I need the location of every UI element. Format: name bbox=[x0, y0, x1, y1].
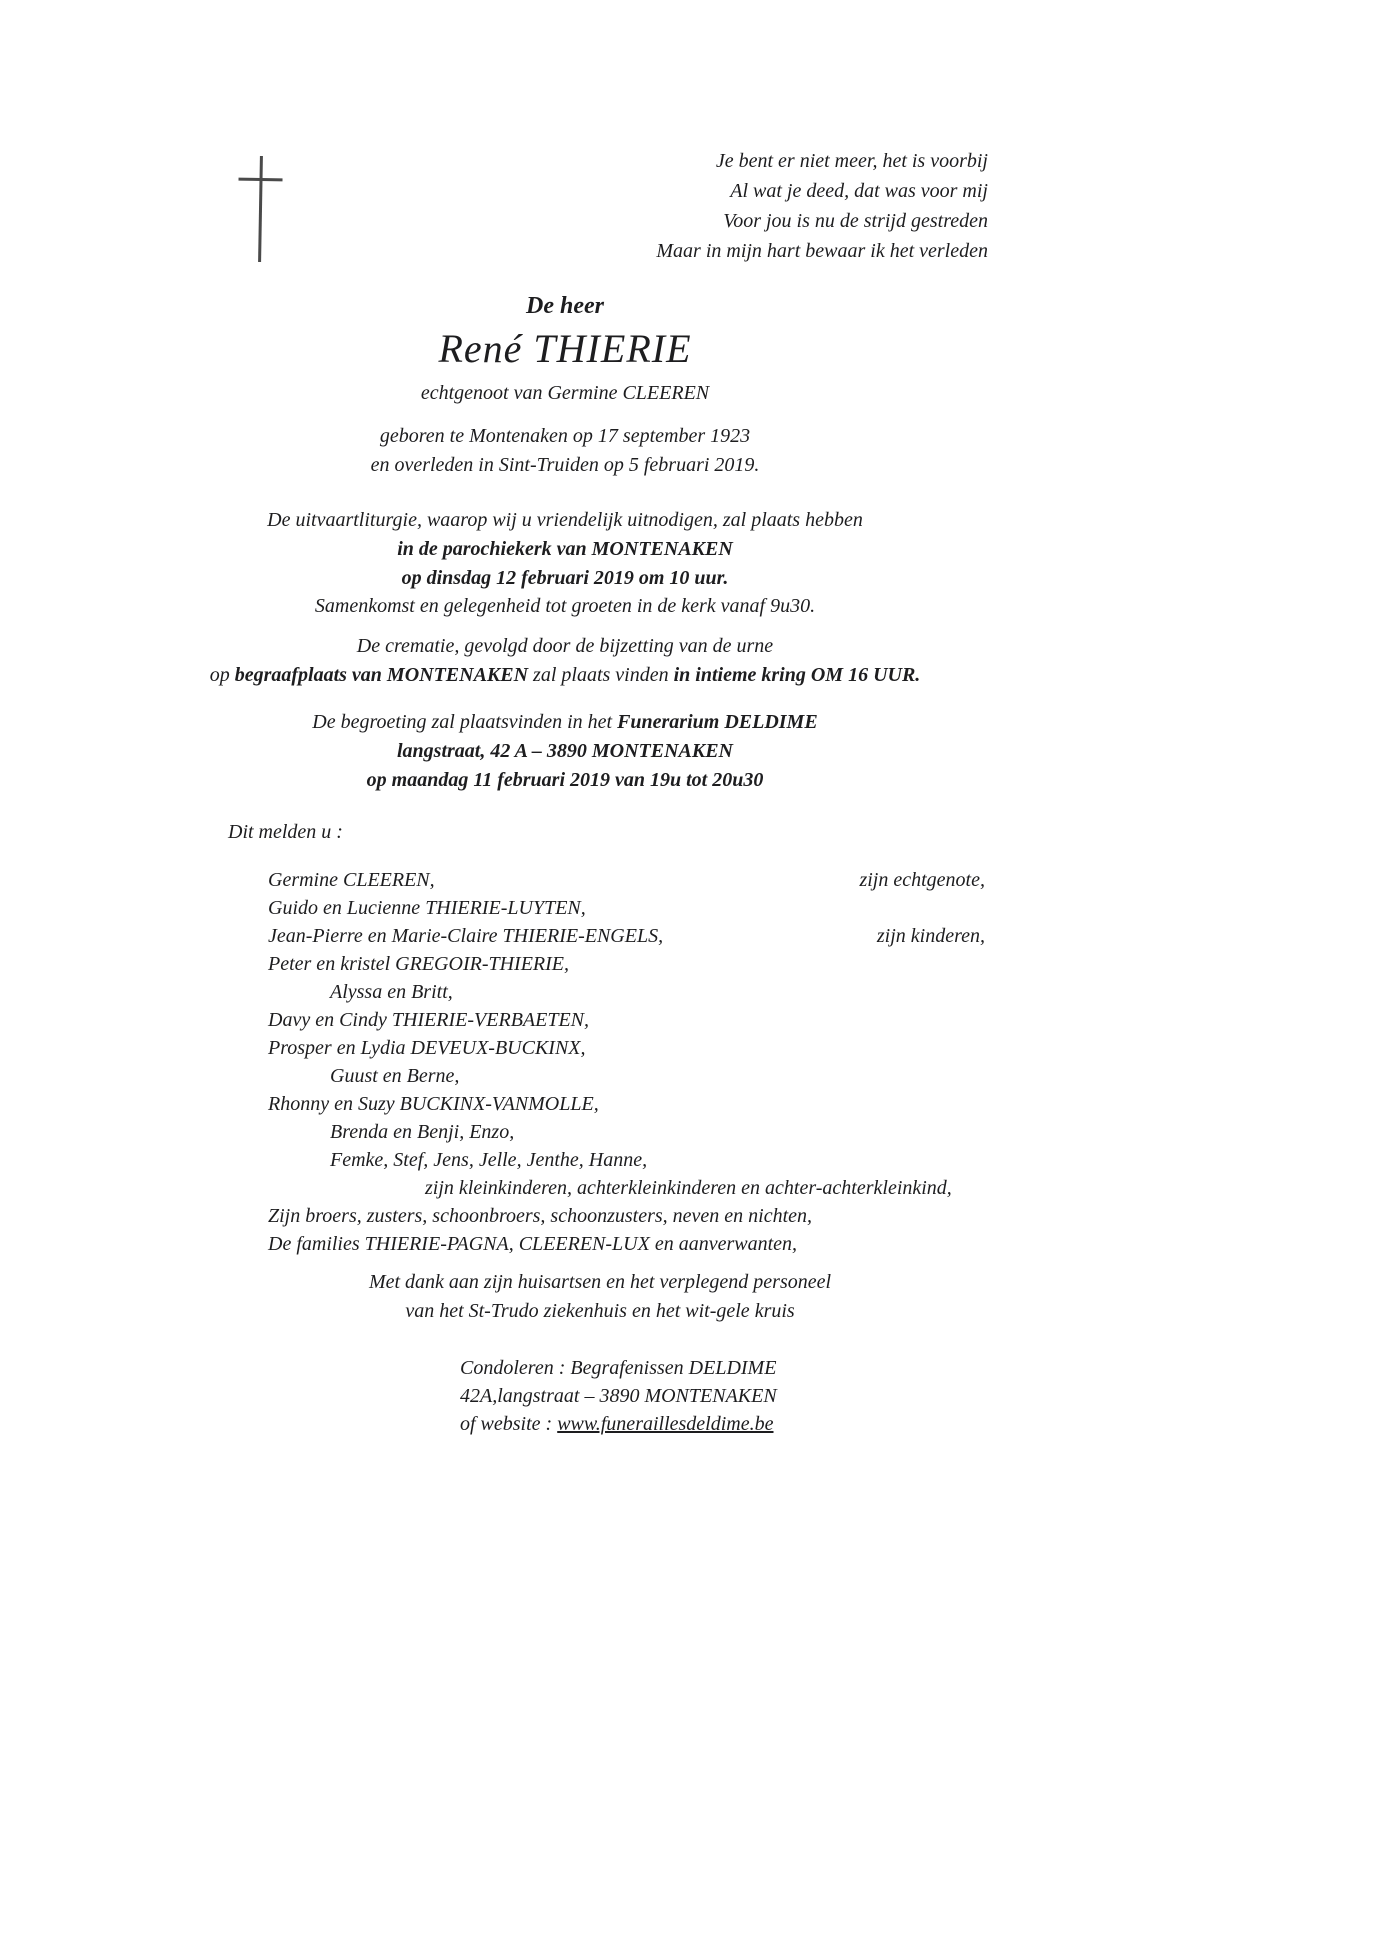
website-label: of website : bbox=[460, 1413, 558, 1435]
liturgy-invite-line: De uitvaartliturgie, waarop wij u vriendelijk uitnodigen, zal plaats hebben bbox=[267, 509, 863, 531]
family-member: Rhonny en Suzy BUCKINX-VANMOLLE, bbox=[268, 1093, 599, 1115]
family-member: Alyssa en Britt, bbox=[330, 981, 453, 1003]
cross-icon bbox=[237, 156, 283, 263]
cremation-prefix: op bbox=[209, 664, 235, 686]
visitation-block bbox=[100, 708, 1030, 795]
life-dates bbox=[135, 422, 995, 480]
family-member: Guust en Berne, bbox=[330, 1065, 460, 1087]
memorial-poem bbox=[480, 146, 988, 266]
cremation-line: De crematie, gevolgd door de bijzetting van de urne bbox=[356, 635, 774, 657]
cross-horizontal-bar bbox=[238, 178, 282, 182]
salutation: De heer bbox=[526, 293, 604, 319]
visitation-datetime: op maandag 11 februari 2019 van 19u tot 20u30 bbox=[366, 769, 764, 791]
condolence-line: 42A,langstraat – 3890 MONTENAKEN bbox=[460, 1385, 777, 1407]
family-member: Femke, Stef, Jens, Jelle, Jenthe, Hanne, bbox=[330, 1149, 648, 1171]
cremation-time: in intieme kring OM 16 UUR. bbox=[673, 664, 921, 686]
poem-line: Al wat je deed, dat was voor mij bbox=[730, 180, 988, 202]
family-row bbox=[268, 1174, 985, 1202]
deceased-name: René THIERIE bbox=[438, 326, 692, 371]
family-member: De families THIERIE-PAGNA, CLEEREN-LUX en aanverwanten, bbox=[268, 1233, 798, 1255]
family-row bbox=[268, 1006, 985, 1034]
family-row bbox=[268, 1230, 985, 1258]
thanks-block bbox=[135, 1268, 1065, 1326]
cremation-block bbox=[60, 632, 1070, 690]
visitation-prefix: De begroeting zal plaatsvinden in het bbox=[312, 711, 618, 733]
family-list bbox=[268, 866, 985, 1258]
family-relation: zijn echtgenote, bbox=[859, 869, 985, 891]
family-row bbox=[268, 978, 985, 1006]
cemetery-name: begraafplaats van MONTENAKEN bbox=[234, 664, 529, 686]
thanks-line: Met dank aan zijn huisartsen en het verplegend personeel bbox=[368, 1271, 832, 1293]
cremation-middle: zal plaats vinden bbox=[528, 664, 674, 686]
poem-line: Voor jou is nu de strijd gestreden bbox=[723, 210, 988, 232]
liturgy-location-line bbox=[100, 535, 1030, 564]
condolence-line bbox=[460, 1410, 980, 1438]
liturgy-location-prefix: in de bbox=[397, 538, 443, 560]
family-member: Peter en kristel GREGOIR-THIERIE, bbox=[268, 953, 570, 975]
family-row bbox=[268, 1202, 985, 1230]
family-member: Brenda en Benji, Enzo, bbox=[330, 1121, 515, 1143]
family-row bbox=[268, 894, 985, 922]
family-member: Zijn broers, zusters, schoonbroers, schoonzusters, neven en nichten, bbox=[268, 1205, 813, 1227]
birth-line: geboren te Montenaken op 17 september 1923 bbox=[379, 425, 751, 447]
family-row bbox=[268, 1090, 985, 1118]
death-line: en overleden in Sint-Truiden op 5 februari 2019. bbox=[370, 454, 760, 476]
thanks-line: van het St-Trudo ziekenhuis en het wit-gele kruis bbox=[405, 1300, 795, 1322]
visitation-line bbox=[100, 708, 1030, 737]
liturgy-block bbox=[100, 506, 1030, 593]
family-member: Jean-Pierre en Marie-Claire THIERIE-ENGELS, bbox=[268, 925, 664, 947]
family-row bbox=[268, 1034, 985, 1062]
cremation-location-line bbox=[60, 661, 1070, 690]
family-member: Prosper en Lydia DEVEUX-BUCKINX, bbox=[268, 1037, 586, 1059]
announcement-label: Dit melden u : bbox=[228, 821, 343, 843]
website-link[interactable]: www.funeraillesdeldime.be bbox=[557, 1413, 774, 1435]
condolence-line: Condoleren : Begrafenissen DELDIME bbox=[460, 1357, 777, 1379]
spouse-line: echtgenoot van Germine CLEEREN bbox=[420, 382, 710, 404]
family-row bbox=[268, 922, 985, 950]
poem-line: Je bent er niet meer, het is voorbij bbox=[715, 150, 988, 172]
family-row bbox=[268, 950, 985, 978]
church-name: parochiekerk van MONTENAKEN bbox=[442, 538, 733, 560]
family-member: Germine CLEEREN, bbox=[268, 869, 435, 891]
gathering-line: Samenkomst en gelegenheid tot groeten in de kerk vanaf 9u30. bbox=[314, 595, 816, 617]
funerarium-address: langstraat, 42 A – 3890 MONTENAKEN bbox=[397, 740, 733, 762]
condolences-block bbox=[460, 1354, 980, 1438]
family-member: Davy en Cindy THIERIE-VERBAETEN, bbox=[268, 1009, 590, 1031]
family-row bbox=[268, 866, 985, 894]
funerarium-name: Funerarium DELDIME bbox=[617, 711, 818, 733]
cross-vertical-bar bbox=[258, 156, 263, 262]
family-row bbox=[268, 1118, 985, 1146]
family-row bbox=[268, 1062, 985, 1090]
family-row bbox=[268, 1146, 985, 1174]
liturgy-datetime: op dinsdag 12 februari 2019 om 10 uur. bbox=[401, 567, 729, 589]
family-member: zijn kleinkinderen, achterkleinkinderen en achter-achterkleinkind, bbox=[425, 1177, 952, 1199]
family-relation: zijn kinderen, bbox=[876, 925, 985, 947]
poem-line: Maar in mijn hart bewaar ik het verleden bbox=[656, 240, 988, 262]
deceased-header bbox=[135, 292, 995, 406]
family-member: Guido en Lucienne THIERIE-LUYTEN, bbox=[268, 897, 586, 919]
